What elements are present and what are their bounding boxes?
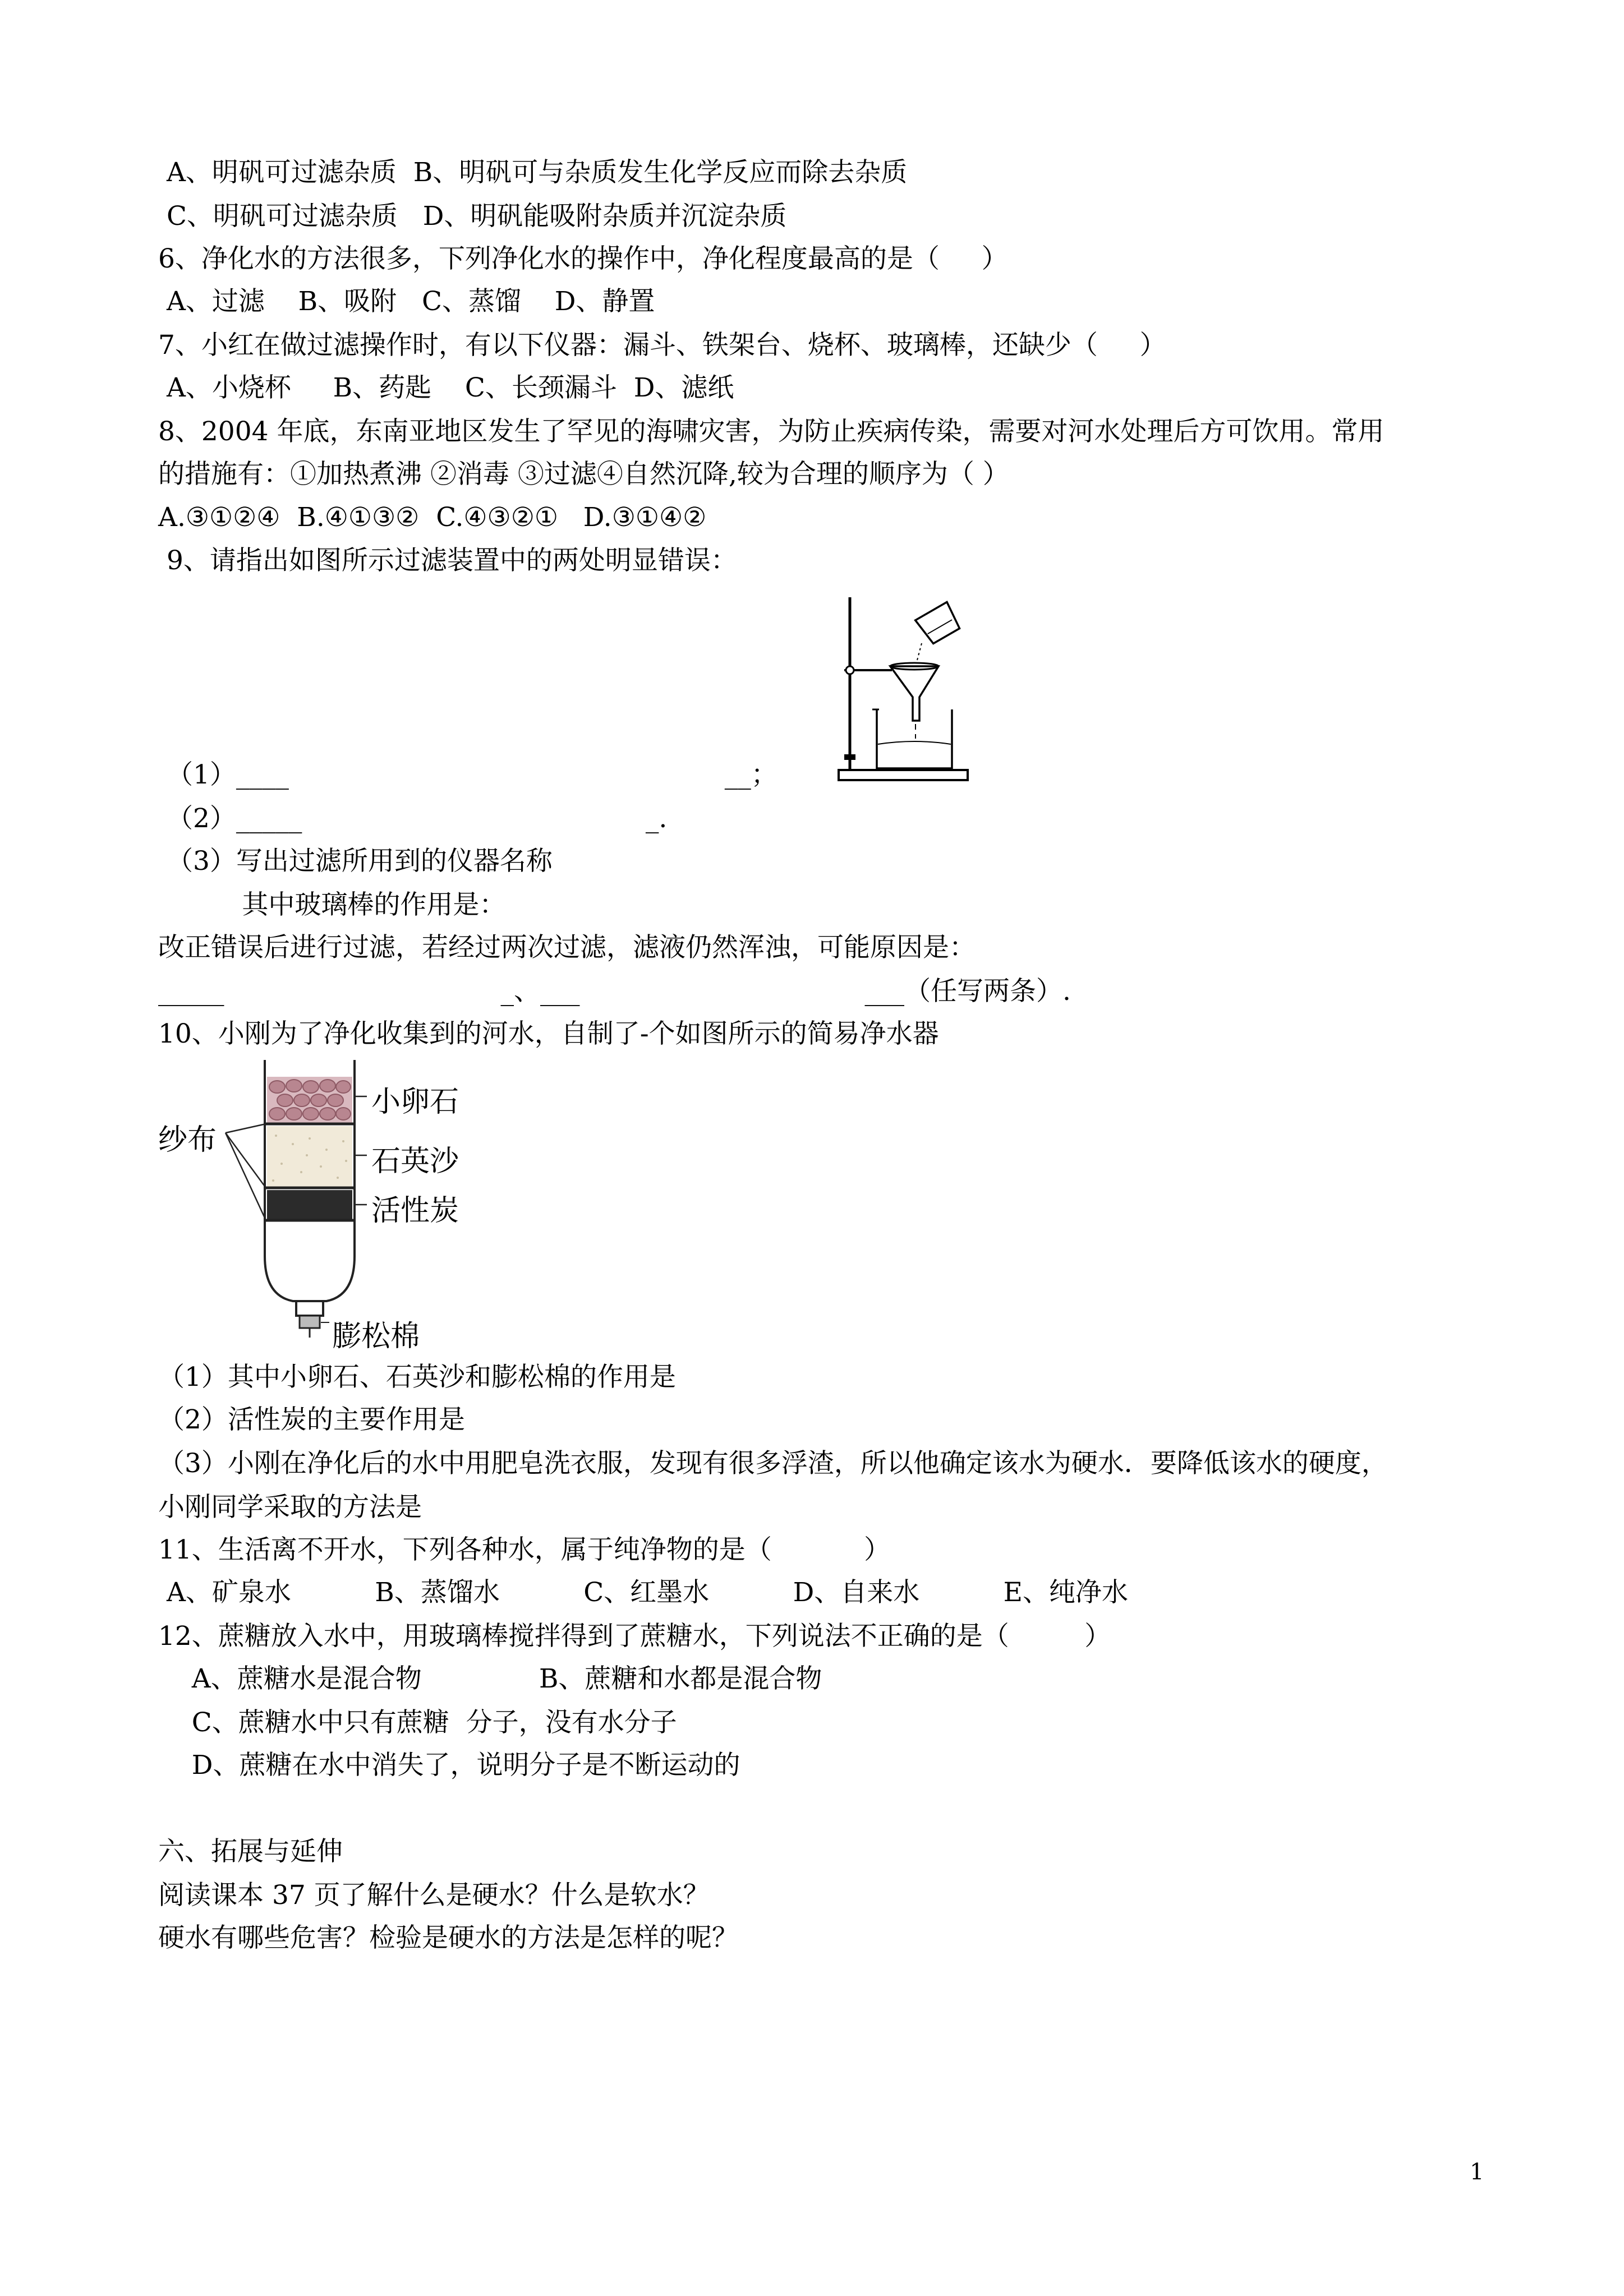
label-cotton: 膨松棉 (332, 1320, 420, 1353)
question-9-blank-1: （1）____ __； (158, 759, 778, 790)
label-pebbles: 小卵石 (371, 1085, 459, 1119)
question-8-options: A.③①②④ B.④①③② C.④③②① D.③①④② (158, 502, 707, 533)
question-9-blank-2: （2）_____ _. (158, 803, 668, 834)
question-9-reasons: _____ _、___ ___（任写两条）. (158, 976, 1071, 1007)
text-line: A、明矾可过滤杂质 B、明矾可与杂质发生化学反应而除去杂质 (158, 157, 908, 188)
question-8-cont: 的措施有：①加热煮沸 ②消毒 ③过滤④自然沉降,较为合理的顺序为（ ） (158, 459, 1009, 490)
question-9-turbid: 改正错误后进行过滤，若经过两次过滤，滤液仍然浑浊，可能原因是： (158, 932, 976, 963)
filtration-apparatus-figure (827, 592, 979, 788)
water-purifier-figure (158, 1054, 517, 1357)
page-number: 1 (1470, 2159, 1484, 2185)
question-7: 7、小红在做过滤操作时，有以下仪器：漏斗、铁架台、烧杯、玻璃棒，还缺少（ ） (158, 330, 1166, 361)
question-10-part-2: （2）活性炭的主要作用是 (158, 1404, 465, 1435)
question-9: 9、请指出如图所示过滤装置中的两处明显错误： (158, 545, 737, 576)
question-8: 8、2004 年底，东南亚地区发生了罕见的海啸灾害，为防止疾病传染，需要对河水处理后方可饮用。常用 (158, 416, 1384, 447)
label-quartz-sand: 石英沙 (371, 1145, 459, 1178)
question-9-glass-rod: 其中玻璃棒的作用是： (158, 889, 506, 920)
section-text: 硬水有哪些危害？检验是硬水的方法是怎样的呢？ (158, 1922, 738, 1953)
question-11-options: A、矿泉水 B、蒸馏水 C、红墨水 D、自来水 E、纯净水 (158, 1577, 1128, 1608)
question-10-part-1: （1）其中小卵石、石英沙和膨松棉的作用是 (158, 1362, 676, 1393)
question-7-options: A、小烧杯 B、药匙 C、长颈漏斗 D、滤纸 (158, 372, 734, 403)
question-10-part-3-cont: 小刚同学采取的方法是 (158, 1492, 422, 1523)
question-12: 12、蔗糖放入水中，用玻璃棒搅拌得到了蔗糖水，下列说法不正确的是（ ） (158, 1621, 1111, 1652)
question-12-option-c: C、蔗糖水中只有蔗糖 分子，没有水分子 (158, 1707, 677, 1738)
question-12-options-ab: A、蔗糖水是混合物 B、蔗糖和水都是混合物 (158, 1663, 822, 1694)
label-activated-carbon: 活性炭 (371, 1194, 459, 1228)
question-10-part-3: （3）小刚在净化后的水中用肥皂洗衣服，发现有很多浮渣，所以他确定该水为硬水．要降低该水的硬度， (158, 1448, 1388, 1479)
question-9-part-3: （3）写出过滤所用到的仪器名称 (158, 846, 553, 877)
label-gauze: 纱布 (158, 1123, 217, 1157)
question-10: 10、小刚为了净化收集到的河水，自制了-个如图所示的简易净水器 (158, 1018, 939, 1049)
section-heading: 六、拓展与延伸 (158, 1836, 343, 1867)
question-6: 6、净化水的方法很多，下列净化水的操作中，净化程度最高的是（ ） (158, 243, 1008, 274)
question-12-option-d: D、蔗糖在水中消失了，说明分子是不断运动的 (158, 1750, 740, 1781)
question-11: 11、生活离不开水，下列各种水，属于纯净物的是（ ） (158, 1534, 891, 1565)
section-text: 阅读课本 37 页了解什么是硬水？什么是软水？ (158, 1880, 710, 1911)
question-6-options: A、过滤 B、吸附 C、蒸馏 D、静置 (158, 286, 655, 317)
text-line: C、明矾可过滤杂质 D、明矾能吸附杂质并沉淀杂质 (158, 201, 787, 232)
